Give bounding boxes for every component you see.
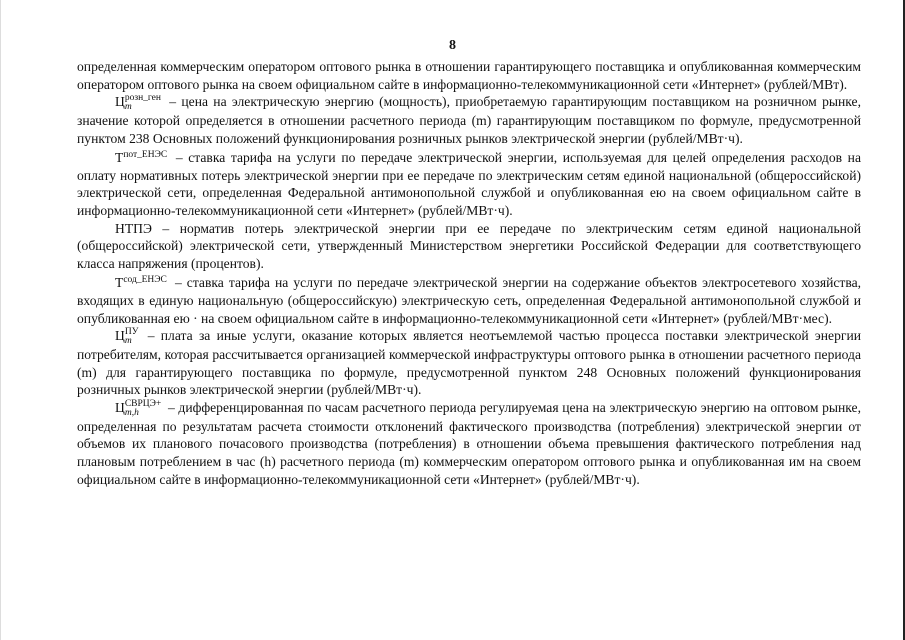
page-number: 8 — [449, 38, 456, 53]
definition-text: – цена на электрическую энергию (мощность), приобретаемую гарантирующим поставщиком на розничном рынке, значение которой определяется в отношении расчетного периода (m) гарантирующим поставщиком по формуле, предусмотренной пунктом 238 Основных положений функционирования розничных рынков электрической энергии (рублей/МВт·ч). — [77, 94, 861, 146]
definition-text: – дифференцированная по часам расчетного периода регулируемая цена на электрическую энергию на оптовом рынке, определенная по результатам расчета стоимости отклонений фактического производства (потребления) электрической энергии от объемов их планового почасового производства (потребления) в отношении объема превышения фактического потребления над плановым потреблением в час (h) расчетного периода (m) коммерческим оператором оптового рынка и опубликованная им на своем официальном сайте в информационно-телекоммуникационной сети «Интернет» (рублей/МВт·ч). — [77, 399, 861, 487]
symbol-superscript: СВРЦЭ+ — [124, 398, 162, 409]
symbol-superscript: ПУ — [124, 327, 139, 338]
definition-text: – плата за иные услуги, оказание которых является неотъемлемой частью процесса поставки электрической энергии потребителям, которая рассчитывается организацией коммерческой инфраструктуры оптового рынка в отношении расчетного периода (m) для гарантирующего поставщика по формуле, предусмотренной пунктом 248 Основных положений функционирования розничных рынков электрической энергии (рублей/МВт·ч). — [77, 328, 861, 398]
symbol-subscript: m — [124, 336, 132, 347]
paragraph-loss-norm-definition: НТПЭ – норматив потерь электрической энергии при ее передаче по электрическим сетям единой национальной (общероссийской) электрической сети, утвержденный Министерством энергетики Российской Федерации для соответствующего класса напряжения (процентов). — [77, 220, 861, 271]
symbol-scripts — [125, 94, 161, 112]
symbol-base: Ц — [115, 328, 125, 344]
paragraph-continuation: определенная коммерческим оператором оптового рынка в отношении гарантирующего поставщика и опубликованная коммерческим оператором оптового рынка на своем официальном сайте в информационно-телекоммуникационной сети «Интернет» (рублей/МВт). — [77, 59, 861, 92]
paragraph-retail-price-definition — [77, 93, 861, 147]
symbol-superscript: розн_ген — [124, 93, 161, 104]
definition-text: – ставка тарифа на услуги по передаче электрической энергии, используемая для целей определения расходов на оплату нормативных потерь электрической энергии при ее передаче по электрическим сетям единой национальной (общероссийской) электрической сети, определенная Федеральной антимонопольной службой и опубликованная ею на своем официальном сайте в информационно-телекоммуникационной сети «Интернет» (рублей/МВт·ч). — [77, 150, 861, 219]
symbol-base: Ц — [115, 94, 125, 110]
symbol-scripts — [125, 400, 161, 418]
symbol-base: Т — [115, 275, 124, 291]
paragraph-maintenance-tariff-definition — [77, 272, 861, 327]
symbol-superscript: пот_ЕНЭС — [123, 150, 168, 161]
paragraph-loss-tariff-definition — [77, 147, 861, 219]
definition-text: – ставка тарифа на услуги по передаче электрической энергии на содержание объектов электросетевого хозяйства, входящих в единую национальную (общероссийскую) электрическую сеть, определенная Федеральной антимонопольной службой и опубликованная ею · на своем официальном сайте в информационно-телекоммуникационной сети «Интернет» (рублей/МВт·мес). — [77, 275, 861, 326]
symbol-scripts — [125, 328, 139, 346]
symbol-subscript: m — [124, 102, 132, 113]
symbol-base: Ц — [115, 399, 125, 415]
paragraph-hourly-price-definition — [77, 399, 861, 488]
symbol-base: Т — [115, 150, 124, 166]
symbol-subscript: m,h — [124, 407, 139, 418]
document-body — [77, 58, 861, 488]
scan-left-edge — [0, 0, 1, 640]
symbol-superscript: сод_ЕНЭС — [123, 275, 167, 286]
paragraph-services-fee-definition — [77, 327, 861, 399]
